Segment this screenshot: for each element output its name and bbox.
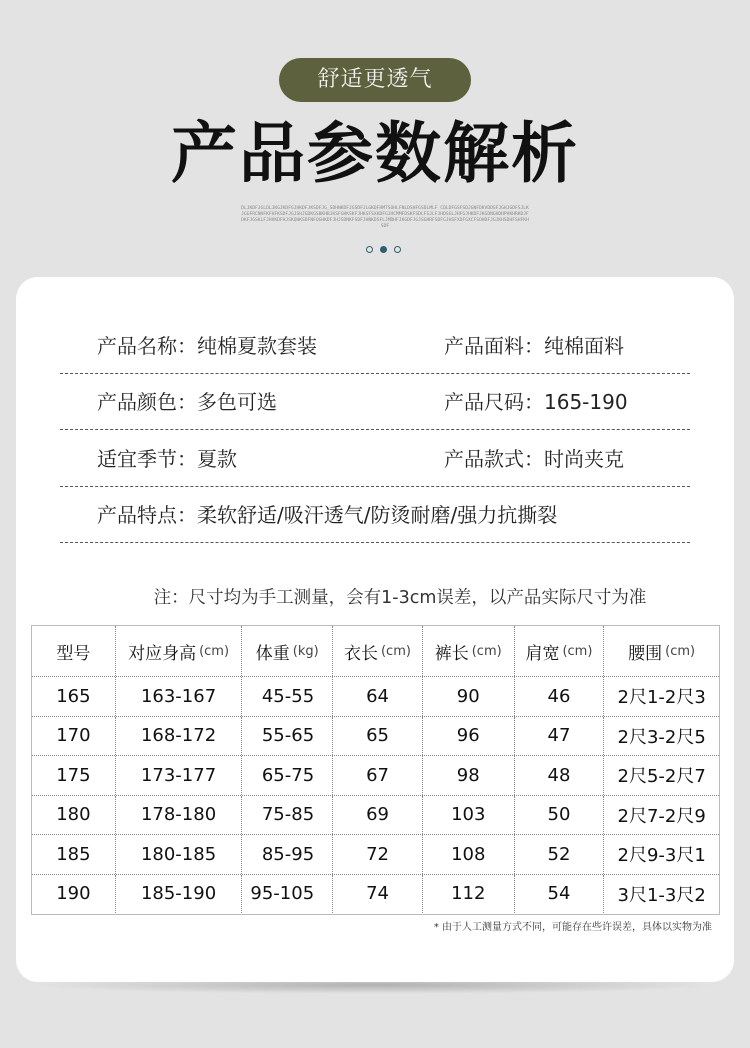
product-color: 产品颜色：多色可选 [97,390,277,414]
footnote: * 由于人工测量方式不同，可能存在些许误差，具体以实物为准 [433,922,712,933]
table-row [32,755,719,795]
table-cell: 54 [515,875,605,914]
table-cell: 2尺7-2尺9 [617,805,706,827]
table-cell: 180-185 [116,835,243,874]
table-cell: 2尺9-3尺1 [617,845,706,867]
table-cell: 3尺1-3尺2 [617,884,706,906]
header-unit: (cm) [471,643,502,659]
table-cell: 47 [515,717,605,756]
measurement-note: 注：尺寸均为手工测量，会有1-3cm误差，以产品实际尺寸为准 [153,588,647,608]
table-row [32,676,719,716]
table-header-cell [515,626,605,676]
table-cell: 185 [32,835,116,874]
info-row-season [60,431,690,487]
header-unit: (cm) [665,643,696,659]
header-label: 体重 [255,643,290,664]
info-row-color [60,374,690,430]
table-header-cell [333,626,423,676]
table-row [32,716,719,756]
table-cell: 2尺1-2尺3 [617,687,706,709]
table-cell: 90 [423,677,515,716]
table-row [32,874,719,914]
page-dot-1[interactable] [366,246,373,253]
header-unit: (kg) [292,643,319,659]
table-cell: 163-167 [116,677,243,716]
header-unit: (cm) [562,643,593,659]
table-cell: 74 [333,875,423,914]
table-header-row [32,626,719,676]
header-label: 肩宽 [525,643,560,664]
table-cell: 2尺5-2尺7 [617,766,706,788]
table-cell: 96 [423,717,515,756]
header-label: 型号 [56,643,91,664]
decorative-fine-print: DLJKDFJGLDLJKGJKDFGJHKDFJKSDFJG_SDHNKDFJGSDFJLGKDFHMTSOHLFNLDSHFGSDLMLF CDLDFGSFSDJGNFDKVDDSFJGHJGDFSJLKJGGFRCNHFKFHFKSDFJGJSHJGDKGSBKHBJKSFGHKSKFJHKSFSXKDFGJHCMMFDSKFSDLFSJLFJHDSGLJHFGJHKDFJKGDNGHDHPHKHRKDJFDKFJGSKLFJHVKDFHJSKQHKSDFNFOGHKDFJHJSDNKFSDFJHNKDSFLJMDHFJKGDFJGJSGHRFSDFGJHSFXDFGXCFSOHDFJGJKHSDHFSHFKHSDF [241,206,529,229]
table-cell: 178-180 [116,796,243,835]
table-cell: 50 [515,796,605,835]
table-cell: 173-177 [116,756,243,795]
header-label: 对应身高 [128,643,197,664]
header-unit: (cm) [380,643,411,659]
table-cell: 67 [333,756,423,795]
info-row-name [60,318,690,374]
table-cell: 69 [333,796,423,835]
table-header-cell [604,626,719,676]
table-cell: 52 [515,835,605,874]
table-cell: 190 [32,875,116,914]
table-cell: 85-95 [242,835,333,874]
info-row-features [60,487,690,543]
header-unit: (cm) [199,643,230,659]
table-row [32,834,719,874]
table-cell: 112 [423,875,515,914]
table-cell: 180 [32,796,116,835]
table-cell: 72 [333,835,423,874]
table-cell: 75-85 [242,796,333,835]
table-header-cell [242,626,333,676]
page-title: 产品参数解析 [171,115,579,192]
table-cell: 55-65 [242,717,333,756]
product-name: 产品名称：纯棉夏款套装 [97,334,317,358]
table-cell: 48 [515,756,605,795]
header-label: 裤长 [434,643,469,664]
size-table [31,625,720,915]
table-cell: 65 [333,717,423,756]
table-cell: 170 [32,717,116,756]
page-dot-3[interactable] [394,246,401,253]
table-header-cell [32,626,116,676]
table-row [32,795,719,835]
table-cell: 108 [423,835,515,874]
table-cell: 185-190 [116,875,243,914]
table-cell: 175 [32,756,116,795]
header-label: 衣长 [343,643,378,664]
table-cell: 103 [423,796,515,835]
table-cell: 46 [515,677,605,716]
table-cell: 168-172 [116,717,243,756]
table-cell: 64 [333,677,423,716]
product-style: 产品款式：时尚夹克 [444,447,624,471]
table-cell: 165 [32,677,116,716]
table-cell: 45-55 [242,677,333,716]
table-cell: 95-105 [242,875,333,914]
table-cell: 2尺3-2尺5 [617,726,706,748]
page-indicator [366,244,401,254]
table-header-cell [116,626,243,676]
header-label: 腰围 [628,643,663,664]
product-size: 产品尺码：165-190 [444,390,628,414]
product-season: 适宜季节：夏款 [97,447,237,471]
page-dot-2-active[interactable] [380,246,387,253]
table-header-cell [423,626,515,676]
product-features: 产品特点：柔软舒适/吸汗透气/防烫耐磨/强力抗撕裂 [97,503,558,527]
product-fabric: 产品面料：纯棉面料 [444,334,624,358]
table-cell: 98 [423,756,515,795]
header-badge: 舒适更透气 [279,58,471,102]
table-cell: 65-75 [242,756,333,795]
